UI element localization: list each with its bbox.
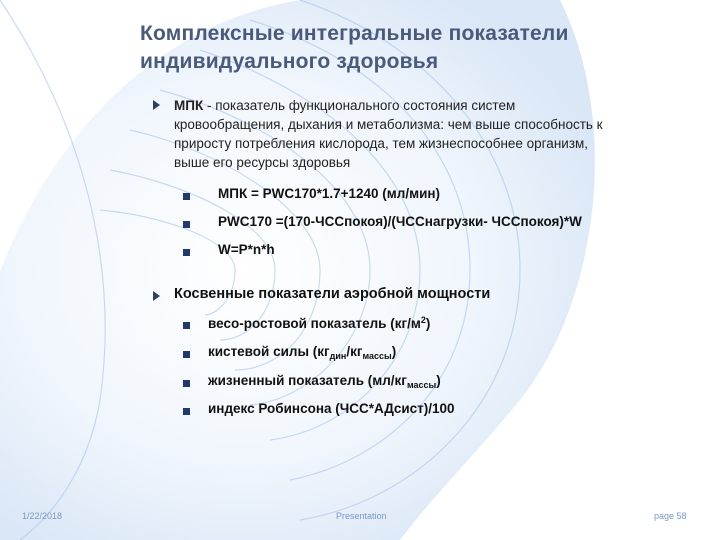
footer-title: Presentation xyxy=(336,511,387,521)
mpk-term: МПК xyxy=(174,98,204,113)
robinson-index: индекс Робинсона (ЧСС*АДсист)/100 xyxy=(208,401,455,416)
slide-title-line-2: индивидуального здоровья xyxy=(140,50,439,73)
square-bullet-icon xyxy=(183,408,190,415)
formula-pwc170: PWC170 =(170-ЧССпокоя)/(ЧССнагрузки- ЧССпокоя)*W xyxy=(218,214,582,229)
square-bullet-icon xyxy=(183,322,190,329)
slide-title-line-1: Комплексные интегральные показатели xyxy=(140,22,569,45)
footer-date: 1/22/2018 xyxy=(22,511,63,521)
hand-strength-index: кистевой силы $(кг_{дин}/кг_{массы})$ xyxy=(208,344,397,361)
mpk-definition-line-2: кровообращения, дыхания и метаболизма: чем выше способность к xyxy=(174,117,603,132)
square-bullet-icon xyxy=(183,193,190,200)
mpk-definition-text: - показатель функционального состояния систем xyxy=(203,98,516,113)
formula-w: W=P*n*h xyxy=(218,242,275,257)
square-bullet-icon xyxy=(183,351,190,358)
square-bullet-icon xyxy=(183,221,190,228)
footer-page-number: page 58 xyxy=(654,511,687,521)
mpk-definition-line-3: приросту потребления кислорода, тем жизнеспособнее организм, xyxy=(174,136,589,151)
vital-index: жизненный показатель $(мл/кг_{массы})$ xyxy=(208,373,441,390)
mpk-definition-line-4: выше его ресурсы здоровья xyxy=(174,155,351,170)
arrow-bullet-icon xyxy=(153,291,160,301)
indirect-indicators-heading: Косвенные показатели аэробной мощности xyxy=(174,286,491,302)
square-bullet-icon xyxy=(183,380,190,387)
formula-mpk: МПК = PWC170*1.7+1240 (мл/мин) xyxy=(218,186,441,201)
square-bullet-icon xyxy=(183,249,190,256)
weight-height-index: весо-ростовой показатель $(кг/м^2)$ xyxy=(208,315,431,331)
arrow-bullet-icon xyxy=(153,100,160,110)
mpk-definition-line-1 xyxy=(174,96,515,115)
